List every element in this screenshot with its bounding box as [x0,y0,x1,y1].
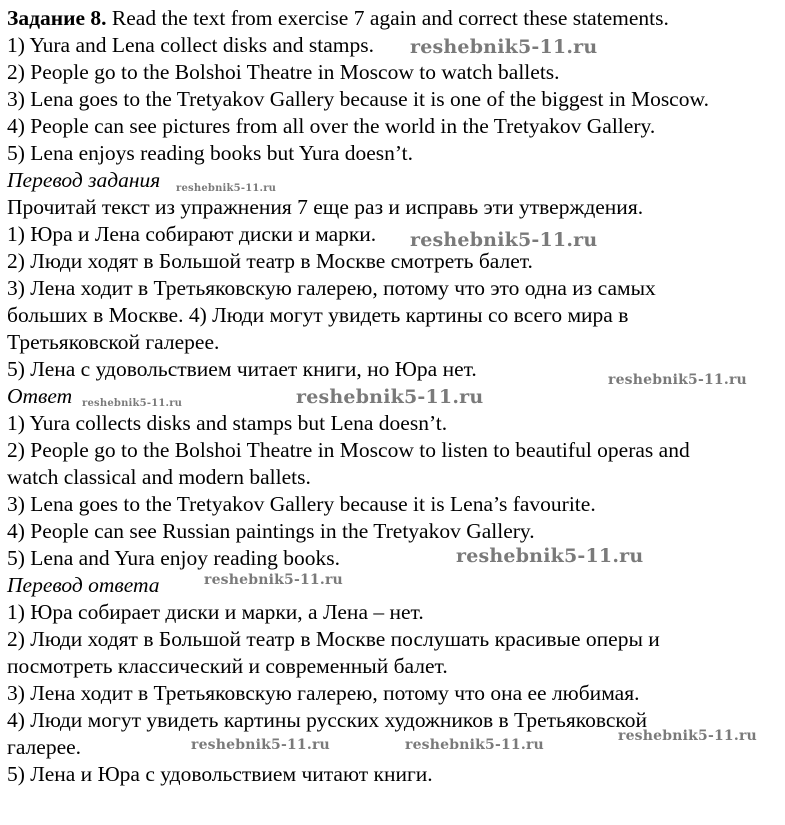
task-translation-line-5: Третьяковской галерее. [7,330,220,354]
task-translation-heading: Перевод задания [7,168,161,192]
answer-translation-line-3: посмотреть классический и современный балет. [7,654,448,678]
answer-line-2: 2) People go to the Bolshoi Theatre in Moscow to listen to beautiful operas and [7,438,690,462]
watermark: reshebnik5-11.ru [405,737,544,753]
watermark: reshebnik5-11.ru [608,372,747,388]
task-translation-line-1: 1) Юра и Лена собирают диски и марки. [7,222,377,246]
answer-translation-line-5: 4) Люди могут увидеть картины русских художников в Третьяковской [7,708,648,732]
answer-translation-heading: Перевод ответа [7,573,160,597]
watermark: reshebnik5-11.ru [191,737,330,753]
watermark: reshebnik5-11.ru [176,183,277,194]
answer-line-4: 3) Lena goes to the Tretyakov Gallery because it is Lena’s favourite. [7,492,596,516]
answer-line-3: watch classical and modern ballets. [7,465,311,489]
task-instruction: Read the text from exercise 7 again and correct these statements. [106,6,669,30]
watermark: reshebnik5-11.ru [618,728,757,744]
task-title-line [7,5,669,32]
task-statement-5: 5) Lena enjoys reading books but Yura doesn’t. [7,141,414,165]
answer-translation-line-1: 1) Юра собирает диски и марки, а Лена – нет. [7,600,424,624]
task-translation-line-3: 3) Лена ходит в Третьяковскую галерею, потому что это одна из самых [7,276,656,300]
task-translation-instruction: Прочитай текст из упражнения 7 еще раз и исправь эти утверждения. [7,195,644,219]
watermark: reshebnik5-11.ru [410,36,598,58]
task-statement-2: 2) People go to the Bolshoi Theatre in Moscow to watch ballets. [7,60,560,84]
answer-translation-line-2: 2) Люди ходят в Большой театр в Москве послушать красивые оперы и [7,627,660,651]
answer-line-1: 1) Yura collects disks and stamps but Lena doesn’t. [7,411,448,435]
task-translation-line-4: больших в Москве. 4) Люди могут увидеть картины со всего мира в [7,303,629,327]
task-translation-line-2: 2) Люди ходят в Большой театр в Москве смотреть балет. [7,249,533,273]
answer-heading: Ответ [7,384,73,408]
task-statement-1: 1) Yura and Lena collect disks and stamps. [7,33,374,57]
watermark: reshebnik5-11.ru [82,398,183,409]
answer-line-6: 5) Lena and Yura enjoy reading books. [7,546,340,570]
task-translation-line-6: 5) Лена с удовольствием читает книги, но Юра нет. [7,357,477,381]
watermark: reshebnik5-11.ru [410,229,598,251]
answer-translation-line-4: 3) Лена ходит в Третьяковскую галерею, потому что она ее любимая. [7,681,640,705]
watermark: reshebnik5-11.ru [456,545,644,567]
task-statement-4: 4) People can see pictures from all over the world in the Tretyakov Gallery. [7,114,656,138]
watermark: reshebnik5-11.ru [296,386,484,408]
answer-translation-line-6: галерее. [7,735,82,759]
answer-line-5: 4) People can see Russian paintings in the Tretyakov Gallery. [7,519,535,543]
answer-translation-line-7: 5) Лена и Юра с удовольствием читают книги. [7,762,433,786]
task-statement-3: 3) Lena goes to the Tretyakov Gallery because it is one of the biggest in Moscow. [7,87,709,111]
watermark: reshebnik5-11.ru [204,572,343,588]
task-label: Задание 8. [7,6,107,30]
